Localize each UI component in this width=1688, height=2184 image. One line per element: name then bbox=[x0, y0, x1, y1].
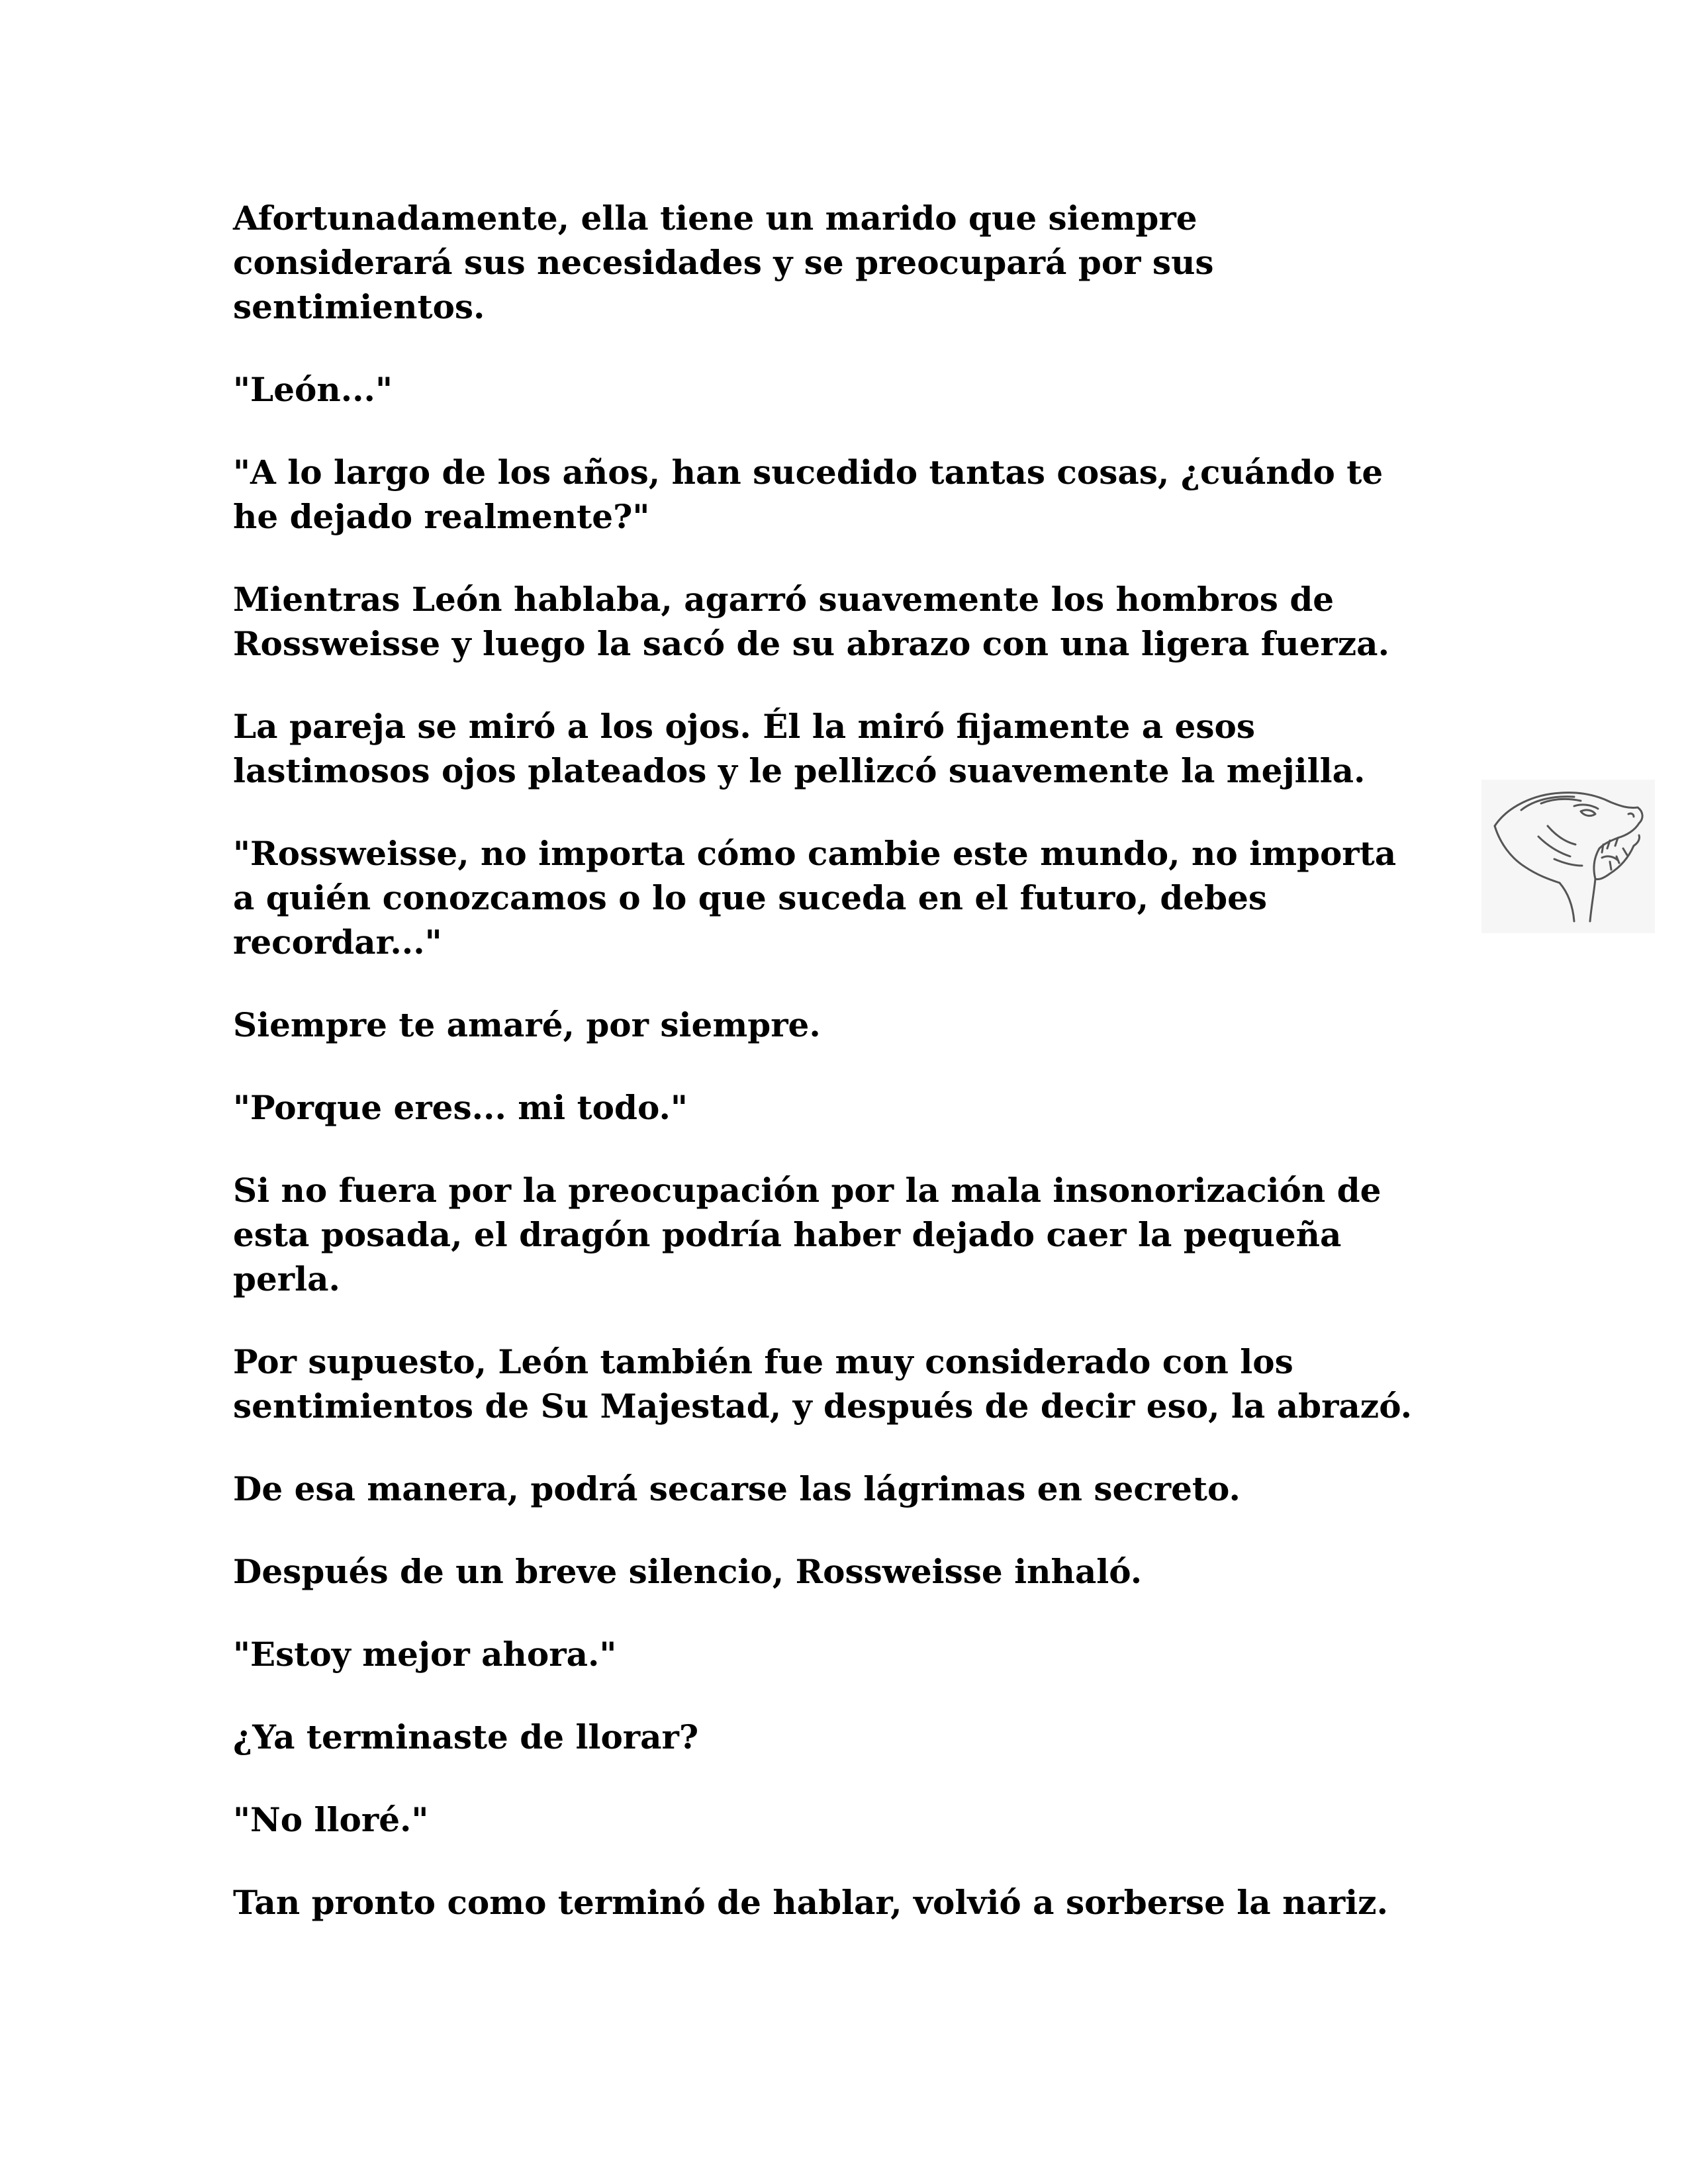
text-line: La pareja se miró a los ojos. Él la miró fijamente a esos bbox=[233, 707, 1255, 746]
paragraph bbox=[233, 1085, 1530, 1130]
text-line: sentimientos. bbox=[233, 287, 485, 326]
text-line: sentimientos de Su Majestad, y después de decir eso, la abrazó. bbox=[233, 1387, 1413, 1426]
text-line: "A lo largo de los años, han sucedido tantas cosas, ¿cuándo te bbox=[233, 453, 1383, 492]
paragraph bbox=[233, 1467, 1530, 1511]
paragraph bbox=[233, 1003, 1530, 1047]
text-line: Afortunadamente, ella tiene un marido que siempre bbox=[233, 199, 1197, 238]
paragraph bbox=[233, 1797, 1530, 1842]
paragraph bbox=[233, 831, 1530, 964]
text-line: "Rossweisse, no importa cómo cambie este mundo, no importa bbox=[233, 834, 1397, 873]
text-line: "No lloré." bbox=[233, 1800, 429, 1839]
text-line: he dejado realmente?" bbox=[233, 497, 650, 536]
text-line: Después de un breve silencio, Rossweisse inhaló. bbox=[233, 1552, 1143, 1591]
paragraph bbox=[233, 1632, 1530, 1676]
paragraph bbox=[233, 450, 1530, 539]
text-line: esta posada, el dragón podría haber dejado caer la pequeña bbox=[233, 1215, 1342, 1254]
text-line: De esa manera, podrá secarse las lágrimas en secreto. bbox=[233, 1469, 1241, 1508]
paragraph bbox=[233, 1880, 1530, 1925]
dragon-head-logo-icon bbox=[1481, 780, 1655, 933]
paragraph bbox=[233, 196, 1530, 329]
paragraph bbox=[233, 1715, 1530, 1759]
text-line: lastimosos ojos plateados y le pellizcó suavemente la mejilla. bbox=[233, 751, 1366, 790]
paragraph bbox=[233, 577, 1530, 666]
paragraph bbox=[233, 367, 1530, 412]
text-line: "Porque eres... mi todo." bbox=[233, 1088, 688, 1127]
text-line: Por supuesto, León también fue muy considerado con los bbox=[233, 1342, 1293, 1381]
text-line: Rossweisse y luego la sacó de su abrazo con una ligera fuerza. bbox=[233, 624, 1389, 663]
text-line: ¿Ya terminaste de llorar? bbox=[233, 1717, 699, 1756]
text-line: perla. bbox=[233, 1259, 340, 1298]
paragraph bbox=[233, 1168, 1530, 1301]
text-line: recordar..." bbox=[233, 923, 442, 962]
text-line: Tan pronto como terminó de hablar, volvió a sorberse la nariz. bbox=[233, 1883, 1388, 1922]
paragraph bbox=[233, 1549, 1530, 1594]
text-line: a quién conozcamos o lo que suceda en el futuro, debes bbox=[233, 878, 1268, 917]
text-line: "Estoy mejor ahora." bbox=[233, 1635, 617, 1674]
body-text bbox=[233, 196, 1530, 1963]
paragraph bbox=[233, 1340, 1530, 1428]
text-line: Siempre te amaré, por siempre. bbox=[233, 1005, 821, 1044]
text-line: Si no fuera por la preocupación por la mala insonorización de bbox=[233, 1171, 1382, 1210]
paragraph bbox=[233, 704, 1530, 793]
text-line: Mientras León hablaba, agarró suavemente los hombros de bbox=[233, 580, 1335, 619]
text-line: considerará sus necesidades y se preocupará por sus bbox=[233, 243, 1214, 282]
text-line: "León..." bbox=[233, 370, 393, 409]
